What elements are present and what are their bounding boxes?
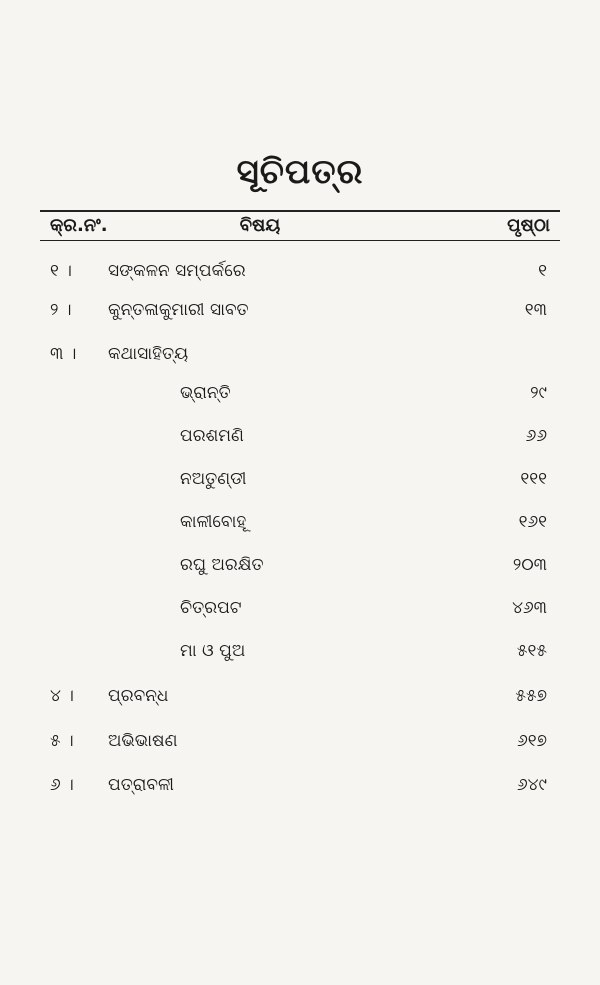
toc-subentry [0,509,600,535]
entry-label: ପ୍ରବନ୍ଧ [108,686,169,706]
entry-label: ମା ଓ ପୁଅ [180,641,246,661]
toc-entry [0,772,600,798]
toc-entry [0,258,600,284]
entry-page: ୧୩ [524,300,547,320]
toc-entry [0,683,600,709]
entry-label: ପତ୍ରାବଳୀ [108,775,174,795]
toc-subentry [0,380,600,406]
toc-subentry [0,466,600,492]
entry-page: ୬୧୭ [517,731,547,751]
entry-label: ସଙ୍କଳନ ସମ୍ପର୍କରେ [108,261,246,281]
entry-page: ୬୬ [525,426,547,446]
toc-entry [0,341,600,367]
entry-page: ୫୫୭ [515,686,547,706]
entry-label: ପରଶମଣି [180,426,244,446]
entry-label: ଅଭିଭାଷଣ [108,731,178,751]
header-top-rule [40,210,560,212]
entry-label: କଥାସାହିତ୍ୟ [108,344,189,364]
entry-page: ୨୯ [530,383,547,403]
entry-page: ୧୬୧ [518,512,547,532]
entry-label: କାଳୀବୋହୂ [180,512,247,532]
entry-label: ଚିତ୍ରପଟ [180,598,242,618]
toc-subentry [0,552,600,578]
entry-number: ୧ । [50,261,72,281]
entry-label: କୁନ୍ତଳାକୁମାରୀ ସାବତ [108,300,249,320]
toc-entry [0,728,600,754]
toc-subentry [0,638,600,664]
entry-page: ୪୬୩ [512,598,547,618]
entry-page: ୧ [538,261,547,281]
entry-page: ୬୪୯ [516,775,547,795]
entry-number: ୫ । [50,731,74,751]
entry-label: ରଘୁ ଅରକ୍ଷିତ [180,555,264,575]
entry-number: ୪ । [50,686,74,706]
toc-subentry [0,595,600,621]
header-bottom-rule [40,240,560,241]
entry-page: ୫୧୫ [516,641,547,661]
header-page: ପୃଷ୍ଠା [507,215,550,236]
header-serial: କ୍ର.ନଂ. [50,215,108,236]
entry-number: ୬ । [50,775,74,795]
toc-entry [0,297,600,323]
page-title: ସୂଚିପତ୍ର [236,152,364,192]
entry-label: ଭ୍ରାନ୍ତି [180,383,231,403]
entry-number: ୨ । [50,300,72,320]
entry-page: ୧୧୧ [520,469,547,489]
entry-label: ନଅତୁଣ୍ଡୀ [180,469,247,489]
header-subject: ବିଷୟ [239,215,281,236]
toc-subentry [0,423,600,449]
entry-number: ୩ । [50,344,77,364]
entry-page: ୨୦୩ [512,555,547,575]
